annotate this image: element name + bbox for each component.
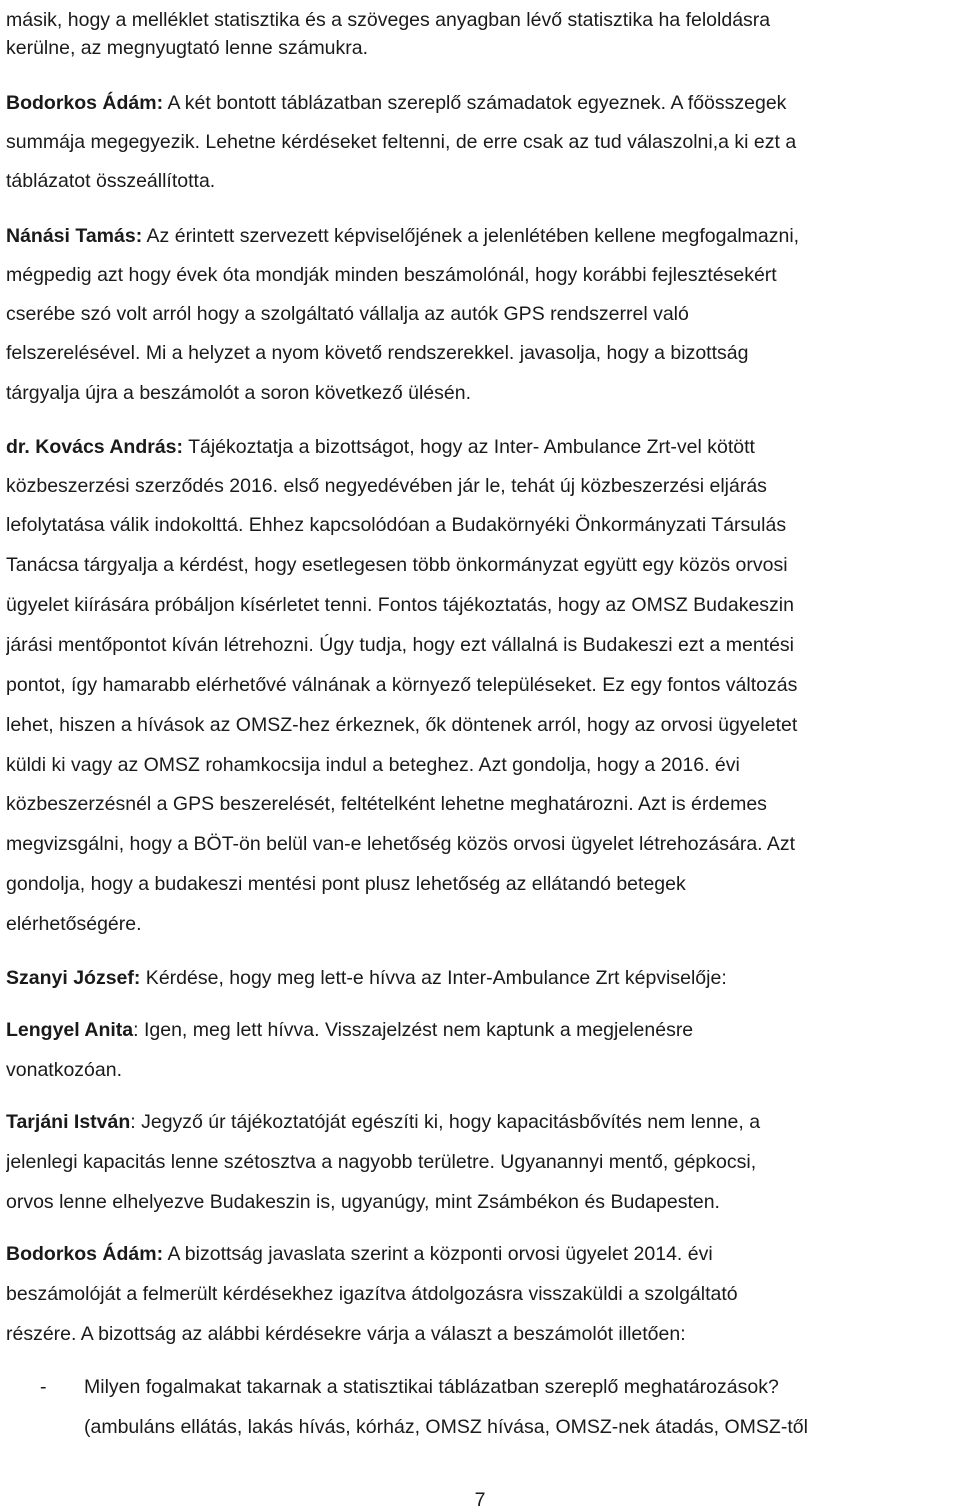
speaker-name: Bodorkos Ádám: (6, 1243, 164, 1265)
speaker-name: Tarjáni István (6, 1111, 131, 1133)
text-line: beszámolóját a felmerült kérdésekhez igazítva átdolgozásra visszaküldi a szolgáltató (6, 1283, 738, 1305)
text-line: Tarjáni István: Jegyző úr tájékoztatóját egészíti ki, hogy kapacitásbővítés nem lenne, a (6, 1111, 761, 1133)
text-line: megvizsgálni, hogy a BÖT-ön belül van-e lehetőség közös orvosi ügyelet létrehozására. Azt (6, 833, 796, 855)
text-line: küldi ki vagy az OMSZ rohamkocsija indul a beteghez. Azt gondolja, hogy a 2016. évi (6, 754, 740, 776)
speaker-name: dr. Kovács András: (6, 436, 184, 458)
text-line: Lengyel Anita: Igen, meg lett hívva. Visszajelzést nem kaptunk a megjelenésre (6, 1019, 694, 1041)
text-line: ügyelet kiírására próbáljon kísérletet tenni. Fontos tájékoztatás, hogy az OMSZ Budakeszin (6, 594, 794, 616)
text-line: közbeszerzési szerződés 2016. első negyedévében jár le, tehát új közbeszerzési eljárás (6, 475, 767, 497)
text-line: részére. A bizottság az alábbi kérdésekre várja a választ a beszámolót illetően: (6, 1323, 686, 1345)
text-line: mégpedig azt hogy évek óta mondják minden beszámolónál, hogy korábbi fejlesztésekért (6, 264, 777, 286)
text-line: Bodorkos Ádám: A két bontott táblázatban szereplő számadatok egyeznek. A főösszegek (6, 92, 787, 114)
bullet-line: Milyen fogalmakat takarnak a statisztikai táblázatban szereplő meghatározások? (84, 1376, 779, 1398)
text-line: Tanácsa tárgyalja a kérdést, hogy esetlegesen több önkormányzat együtt egy közös orvosi (6, 554, 788, 576)
speaker-name: Bodorkos Ádám: (6, 92, 164, 114)
text-line: Szanyi József: Kérdése, hogy meg lett-e hívva az Inter-Ambulance Zrt képviselője: (6, 967, 727, 989)
text-line: lefolytatása válik indokolttá. Ehhez kapcsolódóan a Budakörnyéki Önkormányzati Társulás (6, 514, 787, 536)
text-line: orvos lenne elhelyezve Budakeszin is, ugyanúgy, mint Zsámbékon és Budapesten. (6, 1191, 720, 1213)
text-line: dr. Kovács András: Tájékoztatja a bizottságot, hogy az Inter- Ambulance Zrt-vel kötött (6, 436, 755, 458)
text-line: Bodorkos Ádám: A bizottság javaslata szerint a központi orvosi ügyelet 2014. évi (6, 1243, 713, 1265)
speaker-name: Nánási Tamás: (6, 225, 143, 247)
speaker-name: Szanyi József: (6, 967, 141, 989)
text-line: kerülne, az megnyugtató lenne számukra. (6, 37, 369, 59)
text-line: lehet, hiszen a hívások az OMSZ-hez érkeznek, ők döntenek arról, hogy az orvosi ügyeletet (6, 714, 798, 736)
text-line: tárgyalja újra a beszámolót a soron következő ülésén. (6, 382, 472, 404)
text-line: másik, hogy a melléklet statisztika és a szöveges anyagban lévő statisztika ha feloldásra (6, 9, 771, 31)
text-line: táblázatot összeállította. (6, 170, 216, 192)
text-line: summája megegyezik. Lehetne kérdéseket feltenni, de erre csak az tud válaszolni,a ki ezt a (6, 131, 797, 153)
page-number: 7 (474, 1489, 486, 1511)
text-line: járási mentőpontot kíván létrehozni. Úgy tudja, hogy ezt vállalná is Budakeszi ezt a mentési (6, 634, 795, 656)
bullet-line: (ambuláns ellátás, lakás hívás, kórház, OMSZ hívása, OMSZ-nek átadás, OMSZ-től (84, 1416, 808, 1438)
text-line: gondolja, hogy a budakeszi mentési pont plusz lehetőség az ellátandó betegek (6, 873, 686, 895)
speaker-name: Lengyel Anita (6, 1019, 134, 1041)
text-line: közbeszerzésnél a GPS beszerelését, feltételként lehetne meghatározni. Azt is érdemes (6, 793, 767, 815)
text-line: felszerelésével. Mi a helyzet a nyom követő rendszerekkel. javasolja, hogy a bizottság (6, 342, 749, 364)
text-line: jelenlegi kapacitás lenne szétosztva a nagyobb területre. Ugyanannyi mentő, gépkocsi, (6, 1151, 757, 1173)
text-line: cserébe szó volt arról hogy a szolgáltató vállalja az autók GPS rendszerrel való (6, 303, 689, 325)
text-line: elérhetőségére. (6, 913, 142, 935)
text-line: vonatkozóan. (6, 1059, 123, 1081)
bullet-dash: - (40, 1376, 47, 1398)
text-line: pontot, így hamarabb elérhetővé válnának a környező településeket. Ez egy fontos változás (6, 674, 798, 696)
text-line: Nánási Tamás: Az érintett szervezett képviselőjének a jelenlétében kellene megfogalmazni, (6, 225, 800, 247)
